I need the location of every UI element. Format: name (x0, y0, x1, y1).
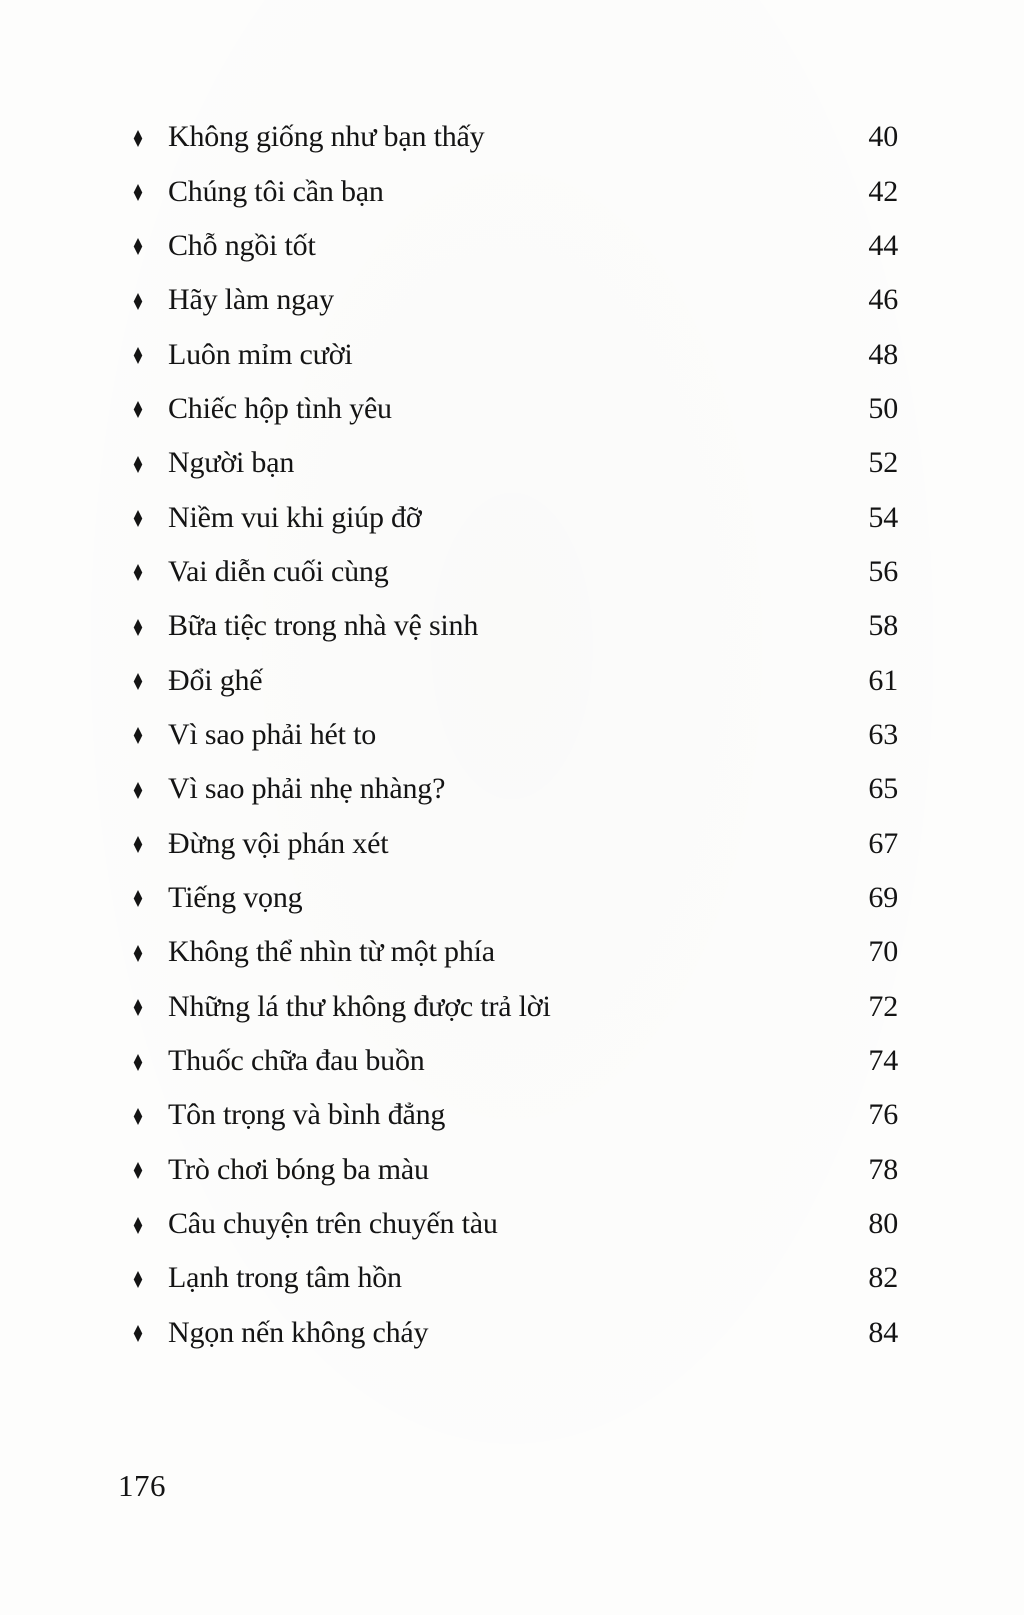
toc-entry (133, 273, 898, 327)
diamond-bullet-icon (133, 671, 168, 690)
diamond-bullet-icon (133, 888, 168, 907)
toc-entry (133, 1034, 898, 1088)
toc-entry-page-number: 50 (868, 391, 898, 425)
toc-entry-page-number: 72 (868, 989, 898, 1023)
toc-entry (133, 545, 898, 599)
diamond-bullet-icon (133, 508, 168, 527)
toc-entry-title: Tiếng vọng (168, 880, 303, 914)
toc-entry-title: Lạnh trong tâm hồn (168, 1261, 402, 1295)
toc-entry-page-number: 67 (868, 826, 898, 860)
diamond-bullet-icon (133, 454, 168, 473)
toc-entry-title: Không giống như bạn thấy (168, 120, 485, 154)
toc-entry-page-number: 44 (868, 228, 898, 262)
toc-entry (133, 490, 898, 544)
toc-entry-title: Hãy làm ngay (168, 283, 334, 317)
toc-entry (133, 762, 898, 816)
toc-entry (133, 871, 898, 925)
toc-entry-page-number: 61 (868, 663, 898, 697)
toc-entry-title: Chỗ ngồi tốt (168, 228, 316, 262)
toc-entry (133, 1306, 898, 1360)
toc-entry (133, 1197, 898, 1251)
toc-entry-title: Vì sao phải nhẹ nhàng? (168, 772, 446, 806)
folio-page-number: 176 (118, 1468, 166, 1503)
toc-entry-title: Luôn mỉm cười (168, 337, 353, 371)
toc-entry (133, 980, 898, 1034)
toc-entry (133, 1143, 898, 1197)
toc-entry-title: Vì sao phải hét to (168, 717, 377, 751)
diamond-bullet-icon (133, 617, 168, 636)
toc-entry-title: Ngọn nến không cháy (168, 1315, 429, 1349)
toc-entry-page-number: 52 (868, 446, 898, 480)
toc-entry-title: Những lá thư không được trả lời (168, 989, 551, 1023)
toc-entry (133, 708, 898, 762)
toc-entry-page-number: 58 (868, 609, 898, 643)
diamond-bullet-icon (133, 1215, 168, 1234)
diamond-bullet-icon (133, 345, 168, 364)
toc-entry-page-number: 70 (868, 935, 898, 969)
toc-entry-page-number: 46 (868, 283, 898, 317)
toc-entry-title: Đổi ghế (168, 663, 263, 697)
diamond-bullet-icon (133, 128, 168, 147)
toc-entry (133, 327, 898, 381)
toc-entry (133, 1088, 898, 1142)
toc-entry-title: Đừng vội phán xét (168, 826, 389, 860)
toc-entry-page-number: 74 (868, 1044, 898, 1078)
diamond-bullet-icon (133, 1323, 168, 1342)
toc-entry-page-number: 54 (868, 500, 898, 534)
toc-entry (133, 110, 898, 164)
toc-entry (133, 653, 898, 707)
toc-entry-title: Niềm vui khi giúp đỡ (168, 500, 422, 534)
diamond-bullet-icon (133, 562, 168, 581)
toc-entry-page-number: 56 (868, 554, 898, 588)
toc-entry-title: Tôn trọng và bình đẳng (168, 1098, 446, 1132)
toc-entry-page-number: 40 (868, 120, 898, 154)
toc-entry-title: Trò chơi bóng ba màu (168, 1152, 429, 1186)
toc-entry-page-number: 42 (868, 174, 898, 208)
toc-entry (133, 164, 898, 218)
diamond-bullet-icon (133, 1269, 168, 1288)
toc-entry (133, 599, 898, 653)
toc-entry-page-number: 69 (868, 880, 898, 914)
toc-entry-page-number: 84 (868, 1315, 898, 1349)
toc-entry-page-number: 82 (868, 1261, 898, 1295)
toc-entry (133, 1251, 898, 1305)
diamond-bullet-icon (133, 780, 168, 799)
toc-entry-title: Bữa tiệc trong nhà vệ sinh (168, 609, 479, 643)
toc-entry-title: Người bạn (168, 446, 295, 480)
toc-entry-title: Chúng tôi cần bạn (168, 174, 384, 208)
toc-entry-title: Thuốc chữa đau buồn (168, 1044, 425, 1078)
diamond-bullet-icon (133, 1052, 168, 1071)
toc-entry-page-number: 48 (868, 337, 898, 371)
diamond-bullet-icon (133, 236, 168, 255)
toc-list (133, 110, 898, 1360)
toc-entry-title: Chiếc hộp tình yêu (168, 391, 392, 425)
toc-entry (133, 816, 898, 870)
toc-entry (133, 436, 898, 490)
toc-entry-title: Không thể nhìn từ một phía (168, 935, 495, 969)
diamond-bullet-icon (133, 399, 168, 418)
toc-entry-page-number: 76 (868, 1098, 898, 1132)
diamond-bullet-icon (133, 1106, 168, 1125)
toc-entry-title: Câu chuyện trên chuyến tàu (168, 1207, 498, 1241)
toc-entry-page-number: 80 (868, 1207, 898, 1241)
diamond-bullet-icon (133, 997, 168, 1016)
diamond-bullet-icon (133, 834, 168, 853)
toc-entry-title: Vai diễn cuối cùng (168, 554, 389, 588)
diamond-bullet-icon (133, 725, 168, 744)
toc-entry-page-number: 63 (868, 717, 898, 751)
diamond-bullet-icon (133, 182, 168, 201)
toc-entry (133, 925, 898, 979)
toc-entry (133, 382, 898, 436)
diamond-bullet-icon (133, 943, 168, 962)
toc-entry (133, 219, 898, 273)
toc-entry-page-number: 78 (868, 1152, 898, 1186)
diamond-bullet-icon (133, 291, 168, 310)
diamond-bullet-icon (133, 1160, 168, 1179)
toc-entry-page-number: 65 (868, 772, 898, 806)
